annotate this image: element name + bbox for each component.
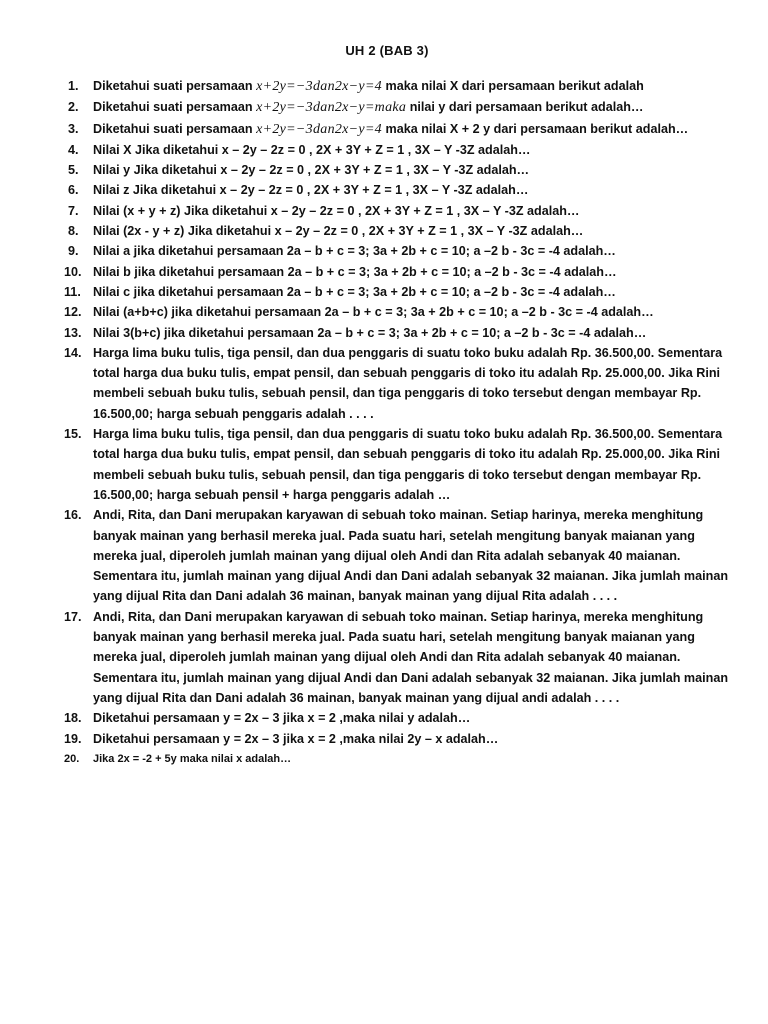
question-number: 7. bbox=[68, 203, 79, 218]
question-number: 1. bbox=[68, 79, 79, 93]
question-number: 2. bbox=[68, 100, 79, 115]
question-list bbox=[64, 76, 732, 769]
question-item bbox=[64, 241, 732, 261]
question-text: Diketahui suati persamaan x+2y=−3dan2x−y=4 maka nilai X dari persamaan berikut adalah bbox=[93, 79, 644, 94]
question-number: 9. bbox=[68, 244, 79, 259]
question-item bbox=[64, 140, 732, 160]
page-title: UH 2 (BAB 3) bbox=[345, 43, 429, 58]
question-number: 15. bbox=[64, 427, 82, 442]
question-item bbox=[64, 282, 732, 302]
question-item bbox=[64, 97, 732, 118]
question-item bbox=[64, 180, 732, 200]
question-text: Diketahui suati persamaan x+2y=−3dan2x−y=maka nilai y dari persamaan berikut adalah… bbox=[93, 100, 644, 116]
question-number: 18. bbox=[64, 711, 82, 726]
equation: x+2y=−3dan2x−y=4 bbox=[256, 121, 382, 137]
question-text: Nilai (x + y + z) Jika diketahui x – 2y – 2z = 0 , 2X + 3Y + Z = 1 , 3X – Y -3Z adalah… bbox=[93, 203, 580, 218]
question-text: Nilai (2x - y + z) Jika diketahui x – 2y – 2z = 0 , 2X + 3Y + Z = 1 , 3X – Y -3Z adalah… bbox=[93, 224, 584, 239]
question-number: 17. bbox=[64, 609, 82, 624]
question-text: Nilai a jika diketahui persamaan 2a – b + c = 3; 3a + 2b + c = 10; a –2 b - 3c = -4 adalah… bbox=[93, 244, 616, 259]
question-number: 3. bbox=[68, 121, 79, 136]
question-text: Nilai (a+b+c) jika diketahui persamaan 2a – b + c = 3; 3a + 2b + c = 10; a –2 b - 3c = -4 adalah… bbox=[93, 305, 654, 320]
question-text: Andi, Rita, dan Dani merupakan karyawan di sebuah toko mainan. Setiap harinya, mereka menghitung banyak mainan yang berhasil mereka jual. Pada suatu hari, setelah mengitung banyak maianan yang mereka jual, diperoleh jumlah mainan yang dijual oleh Andi dan Rita adalah sebanyak 40 maianan. Sementara itu, jumlah mainan yang dijual Andi dan Dani adalah sebanyak 32 maianan. Jika jumlah mainan yang dijual Rita dan Dani adalah 36 mainan, banyak mainan yang dijual Rita adalah . . . . bbox=[93, 508, 729, 604]
question-text: Nilai y Jika diketahui x – 2y – 2z = 0 , 2X + 3Y + Z = 1 , 3X – Y -3Z adalah… bbox=[93, 163, 530, 178]
question-text: Andi, Rita, dan Dani merupakan karyawan di sebuah toko mainan. Setiap harinya, mereka menghitung banyak mainan yang berhasil mereka jual. Pada suatu hari, setelah mengitung banyak maianan yang mereka jual, diperoleh jumlah mainan yang dijual oleh Andi dan Rita adalah sebanyak 40 maianan. Sementara itu, jumlah mainan yang dijual Andi dan Dani adalah sebanyak 32 maianan. Jika jumlah mainan yang dijual Rita dan Dani adalah 36 mainan, banyak mainan yang dijual andi adalah . . . . bbox=[93, 609, 729, 705]
question-item bbox=[64, 505, 732, 606]
question-item bbox=[64, 323, 732, 343]
question-number: 11. bbox=[64, 284, 81, 299]
question-number: 13. bbox=[64, 325, 82, 340]
question-item bbox=[64, 201, 732, 221]
question-item bbox=[64, 343, 732, 424]
question-number: 19. bbox=[64, 731, 82, 746]
question-text: Diketahui persamaan y = 2x – 3 jika x = 2 ,maka nilai y adalah… bbox=[93, 711, 471, 726]
question-number: 4. bbox=[68, 142, 79, 157]
question-item bbox=[64, 424, 732, 505]
question-number: 14. bbox=[64, 345, 82, 360]
question-number: 20. bbox=[64, 752, 80, 765]
question-item bbox=[64, 221, 732, 241]
question-item bbox=[64, 729, 732, 749]
question-number: 12. bbox=[64, 305, 82, 320]
question-text: Diketahui persamaan y = 2x – 3 jika x = 2 ,maka nilai 2y – x adalah… bbox=[93, 731, 499, 746]
question-item bbox=[64, 708, 732, 728]
question-text: Nilai X Jika diketahui x – 2y – 2z = 0 , 2X + 3Y + Z = 1 , 3X – Y -3Z adalah… bbox=[93, 142, 531, 157]
question-text: Nilai b jika diketahui persamaan 2a – b + c = 3; 3a + 2b + c = 10; a –2 b - 3c = -4 adalah… bbox=[93, 264, 617, 279]
question-text: Harga lima buku tulis, tiga pensil, dan dua penggaris di suatu toko buku adalah Rp. 36.500,00. Sementara total harga dua buku tulis, empat pensil, dan sebuah penggaris di toko itu adalah Rp. 25.000,00. Jika Rini membeli sebuah buku tulis, sebuah pensil, dan tiga penggaris di toko tersebut dengan membayar Rp. 16.500,00; harga sebuah penggaris adalah . . . . bbox=[93, 345, 723, 421]
question-item bbox=[64, 119, 732, 140]
question-number: 6. bbox=[68, 183, 79, 198]
question-number: 16. bbox=[64, 508, 82, 523]
question-item bbox=[64, 76, 732, 97]
question-text: Nilai z Jika diketahui x – 2y – 2z = 0 , 2X + 3Y + Z = 1 , 3X – Y -3Z adalah… bbox=[93, 183, 529, 198]
equation: x+2y=−3dan2x−y=maka bbox=[256, 100, 407, 116]
question-text: Nilai c jika diketahui persamaan 2a – b + c = 3; 3a + 2b + c = 10; a –2 b - 3c = -4 adalah… bbox=[93, 284, 616, 299]
question-number: 5. bbox=[68, 163, 79, 178]
question-item bbox=[64, 262, 732, 282]
question-number: 8. bbox=[68, 224, 79, 239]
question-item bbox=[64, 749, 732, 769]
equation: x+2y=−3dan2x−y=4 bbox=[256, 79, 382, 94]
question-text: Diketahui suati persamaan x+2y=−3dan2x−y=4 maka nilai X + 2 y dari persamaan berikut adalah… bbox=[93, 121, 689, 137]
question-text: Jika 2x = -2 + 5y maka nilai x adalah… bbox=[93, 752, 292, 765]
question-item bbox=[64, 607, 732, 708]
question-item bbox=[64, 160, 732, 180]
question-item bbox=[64, 302, 732, 322]
question-number: 10. bbox=[64, 264, 82, 279]
question-text: Harga lima buku tulis, tiga pensil, dan dua penggaris di suatu toko buku adalah Rp. 36.500,00. Sementara total harga dua buku tulis, empat pensil, dan sebuah penggaris di toko itu adalah Rp. 25.000,00. Jika Rini membeli sebuah buku tulis, sebuah pensil, dan tiga penggaris di toko tersebut dengan membayar Rp. 16.500,00; harga sebuah pensil + harga penggaris adalah … bbox=[93, 427, 723, 502]
question-text: Nilai 3(b+c) jika diketahui persamaan 2a – b + c = 3; 3a + 2b + c = 10; a –2 b - 3c = -4 adalah… bbox=[93, 325, 647, 340]
